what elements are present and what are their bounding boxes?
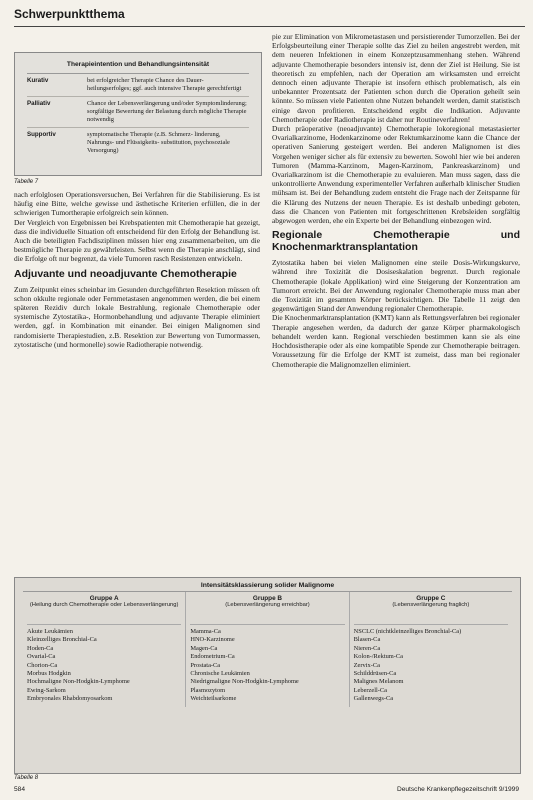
table-row — [27, 74, 249, 97]
right-column — [272, 32, 520, 369]
list-item: Plasmozytom — [190, 686, 226, 694]
group-subtitle: (Lebensverlängerung erreichbar) — [190, 602, 344, 625]
row-key: Palliativ — [27, 100, 51, 107]
table-row — [27, 97, 249, 128]
list-item: Chorion-Ca — [27, 661, 58, 669]
list-item: Nieren-Ca — [353, 644, 381, 652]
list-item: Malignes Melanom — [353, 678, 404, 686]
right-paragraph-4: Die Knochenmarktransplantation (KMT) kann als Rettungsverfahren bei regionaler Therapie angesehen werden, da dadurch der ganze Körper pharmakologisch behandelt werden kann. Regional verschieden bestimmen kann sie als eine Hochdosistherapie oder als eine kompatible Spende zur Chemotherapie beitragen. Voraussetzung für die Erfolge der KMT ist zumeist, dass man bei regionaler Chemotherapie die Malignomzellen eliminiert. — [272, 313, 520, 369]
list-item: Magen-Ca — [190, 644, 218, 652]
row-value: bei erfolgreicher Therapie Chance des Dauer- heilungserfolges; ggf. auch intensive Therapie gerechtfertigt — [87, 77, 242, 92]
page-header — [14, 6, 525, 27]
list-item: Chronische Leukämien — [190, 670, 250, 678]
group-subtitle: (Lebensverlängerung fraglich) — [354, 602, 508, 625]
list-item: HNO-Karzinome — [190, 636, 235, 644]
left-paragraph-3: Zum Zeitpunkt eines scheinbar im Gesunden durchgeführten Resektion müssen oft schon okkulte regionale oder Fernmetastasen angenommen werden, die bei einem späteren Rezidiv durch lokale Bestrahlung, regionale Chemotherapie oder systemische Zytostatika-, Hormonbehandlung und adjuvante Therapie eliminiert werden, ggf. in Kombination mit einander. Bei einigen Malignomen sind randomisierte Therapiestudien, z.B. Resektion zur Bewertung von Tumormassen, zytostatische (und hormonelle) sowie Radiotherapie notwendig. — [14, 284, 260, 349]
therapy-intention-table — [14, 52, 262, 176]
group-subtitle: (Heilung durch Chemotherapie oder Lebensverlängerung) — [27, 602, 181, 625]
row-key: Kurativ — [27, 77, 49, 84]
list-item: Endometrium-Ca — [190, 653, 235, 661]
row-value: Chance der Lebensverlängerung und/oder Symptomlinderung; sorgfältige Bewertung der Belastung durch mögliche Therapie notwendig — [87, 100, 247, 123]
list-item: Mamma-Ca — [190, 628, 221, 635]
table1-caption: Tabelle 7 — [14, 179, 39, 185]
group-heading: Gruppe C — [416, 595, 446, 602]
malignoma-table — [14, 577, 521, 774]
list-item: Ovarial-Ca — [27, 653, 56, 661]
list-item: Akute Leukämien — [27, 628, 73, 635]
journal-name: Deutsche Krankenpflegezeitschrift 9/1999 — [396, 786, 519, 793]
right-paragraph-2: Durch präoperative (neoadjuvante) Chemotherapie lokoregional metastasierter Ovarialkarzinome, Hodenkarzinome oder Rektumkarzinome kann die Chance der operativen Sanierung gesteigert werden. Bei anderen Malignomen ist dies Vorgehen weniger sicher als für extensiv zu bewerten. Sowohl hier wie bei anderen Tumoren (Mamma-Karzinom, Magen-Karzinom, Pankreaskarzinom) und Ovarialkarzinom ist die Chemotherapie zu evaluieren. Man muss sagen, dass die unkontrollierte Anwendung experimenteller Verfahren außerhalb klinischer Studien mühsam ist. Bei der Behandlung zudem entsteht die Frage nach der Zeitspanne für die Klärung des Nutzens der neuen Therapie. Es ist deshalb unbedingt geboten, dass die Chancen von Patienten mit fortgeschrittenen Krebsleiden sorgfältig abgewogen werden, ehe ein Experte bei der Behandlung einbezogen wird. — [272, 124, 520, 226]
list-item: NSCLC (nichtkleinzelliges Bronchial-Ca) — [353, 628, 462, 635]
list-item: Gallenwegs-Ca — [353, 695, 394, 703]
left-paragraph-1: nach erfolglosen Operationsversuchen, Bei Verfahren für die Stabilisierung. Es ist häufig eine Bitte, welche gewisse und ästhetische Kriterien erfüllen, die in der schwierigen Tumortherapie erfolgreich sein können. — [14, 190, 260, 218]
page-number: 584 — [14, 786, 26, 793]
list-item: Ewing-Sarkom — [27, 686, 66, 694]
group-c — [350, 592, 512, 707]
list-item: Hoden-Ca — [27, 644, 54, 652]
table-row — [27, 128, 249, 158]
list-item: Morbus Hodgkin — [27, 670, 71, 678]
list-item: Zervix-Ca — [353, 661, 380, 669]
header-title: Schwerpunktthema — [14, 7, 125, 21]
row-value: symptomatische Therapie (z.B. Schmerz- linderung, Nahrungs- und Flüssigkeits- substitution, psychosoziale Versorgung) — [87, 131, 230, 154]
group-a — [23, 592, 186, 707]
right-paragraph-3: Zytostatika haben bei vielen Malignomen eine steile Dosis-Wirkungskurve, während ihre Toxizität die Dosiseskalation begrenzt. Durch regionale Chemotherapie (lokale Applikation) wird eine Steigerung der Konzentration am Tumorort erreicht. Bei der Anwendung regionaler Chemotherapie muss man aber die Toxizität im gesamten Körper berücksichtigen. Die Tabelle 11 zeigt den gegenwärtigen Stand der Anwendung regionaler Chemotherapie. — [272, 258, 520, 314]
list-item: Blasen-Ca — [353, 636, 381, 644]
left-paragraph-2: Der Vergleich von Ergebnissen bei Krebspatienten mit Chemotherapie hat gezeigt, dass die individuelle Situation oft entscheidend für den Erfolg der Behandlung ist. Auch die beteiligten Fachdisziplinen müssen hier eng zusammenarbeiten, um die bestmögliche Therapie zu gewährleisten. Selbst wenn die Therapie anschlägt, sind die Erfolge oft nur begrenzt, da viele Tumoren rasch Resistenzen entwickeln. — [14, 217, 260, 264]
list-item: Schilddrüsen-Ca — [353, 670, 397, 678]
list-item: Leberzell-Ca — [353, 686, 388, 694]
list-item: Prostata-Ca — [190, 661, 221, 669]
section-heading-regional: Regionale Chemotherapie und Knochenmarktransplantation — [272, 229, 520, 254]
left-column — [14, 190, 260, 349]
list-item: Niedrigmaligne Non-Hodgkin-Lymphome — [190, 678, 299, 686]
list-item: Kleinzelliges Bronchial-Ca — [27, 636, 97, 644]
list-item: Kolon-/Rektum-Ca — [353, 653, 403, 661]
right-paragraph-1: pie zur Elimination von Mikrometastasen und persistierender Tumorzellen. Bei der Erfolgsbeurteilung einer Therapie sollte das Ziel zu heilen angestrebt werden, mit dem neueren Infektionen in einem Konzeptzusammenhang stehen. Während adjuvante Chemotherapie besonders intensiv ist, denn der Ziel ist Heilung. Sie ist theoretisch zu empfehlen, nach der Operation am wirksamsten und erreicht dennoch einen adjuvante Therapie ist insofern ethisch problematisch, als ein unbekannter Prozentsatz der Patienten schon durch die Operation geheilt sein könnte. So müssen viele Patienten ohne Nutzen behandelt werden, damit statistisch einige davon profitieren. Entscheidend ergibt die Indikation. Adjuvante Chemotherapie oder Radiotherapie ist daher nur Routineverfahren! — [272, 32, 520, 124]
group-heading: Gruppe B — [252, 595, 283, 602]
list-item: Hochmaligne Non-Hodgkin-Lymphome — [27, 678, 130, 686]
list-item: Weichteilsarkome — [190, 695, 237, 703]
section-heading-adjuvant: Adjuvante und neoadjuvante Chemotherapie — [14, 267, 237, 280]
list-item: Embryonales Rhabdomyosarkom — [27, 695, 113, 703]
group-b — [186, 592, 349, 707]
row-key: Supportiv — [27, 131, 56, 138]
table2-title: Intensitätsklassierung solider Malignome — [23, 578, 512, 592]
table1-title: Therapieintention und Behandlungsintensität — [27, 53, 249, 74]
group-heading: Gruppe A — [89, 595, 119, 602]
table2-caption: Tabelle 8 — [14, 775, 39, 781]
